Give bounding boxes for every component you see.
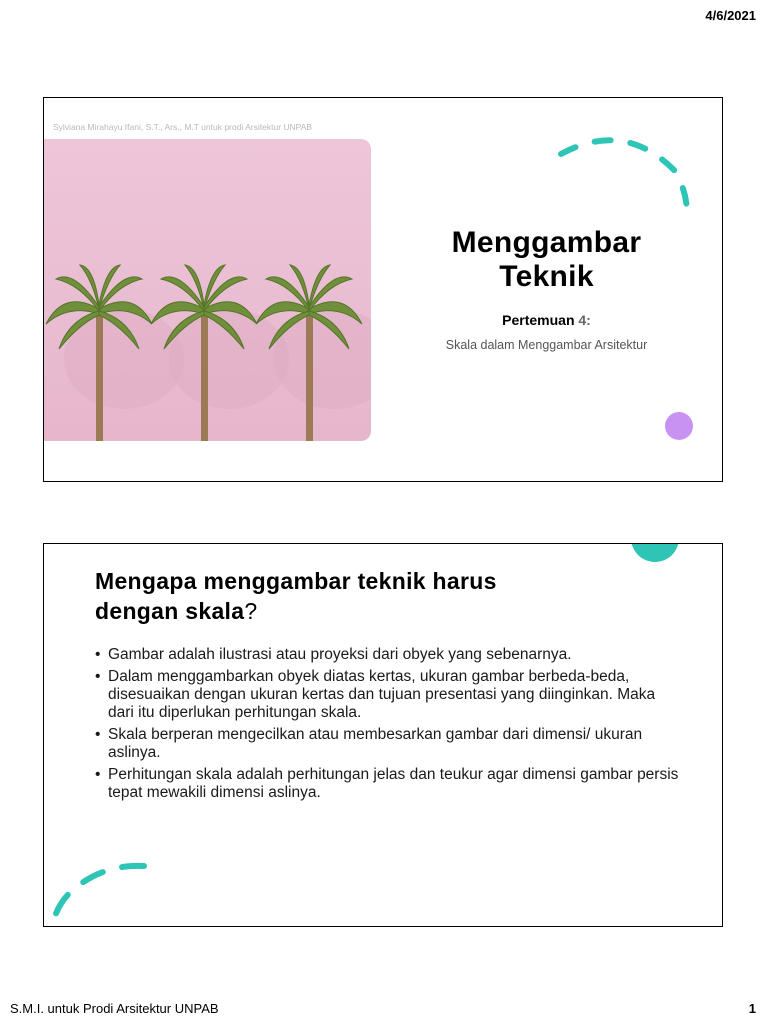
slide-credit: Sylviana Mirahayu Ifani, S.T., Ars., M.T untuk prodi Arsitektur UNPAB	[53, 122, 313, 132]
header-date: 4/6/2021	[705, 8, 756, 23]
title-line-1: Menggambar	[451, 226, 642, 259]
slide-1-title	[404, 226, 689, 294]
footer-text: S.M.I. untuk Prodi Arsitektur UNPAB	[10, 1001, 219, 1016]
slide-1-subtitle	[404, 312, 689, 328]
bullet-list	[95, 646, 685, 806]
slide-2[interactable]	[43, 543, 723, 927]
title-line-2: Teknik	[499, 260, 594, 293]
slide-1-description: Skala dalam Menggambar Arsitektur	[445, 338, 648, 352]
title-line-1: Mengapa menggambar teknik harus	[95, 568, 497, 594]
slide-2-title	[95, 566, 655, 626]
list-item: • Dalam menggambarkan obyek diatas kertas, ukuran gambar berbeda-beda, disesuaikan dengan ukuran kertas dan tujuan presentasi yang diinginkan. Maka dari itu diperlukan perhitungan skala.	[95, 668, 685, 722]
subtitle-number: 4:	[578, 312, 591, 328]
page-number: 1	[748, 1001, 756, 1016]
title-line-2: dengan skala	[95, 598, 245, 624]
list-item: • Gambar adalah ilustrasi atau proyeksi dari obyek yang sebenarnya.	[95, 646, 685, 664]
palm-trees-photo	[44, 139, 371, 441]
list-item: • Perhitungan skala adalah perhitungan jelas dan teukur agar dimensi gambar persis tepat mewakili dimensi aslinya.	[95, 766, 685, 802]
slide-1[interactable]	[43, 97, 723, 482]
subtitle-label: Pertemuan	[502, 312, 575, 328]
list-item: • Skala berperan mengecilkan atau membesarkan gambar dari dimensi/ ukuran aslinya.	[95, 726, 685, 762]
title-question-mark: ?	[244, 598, 258, 624]
